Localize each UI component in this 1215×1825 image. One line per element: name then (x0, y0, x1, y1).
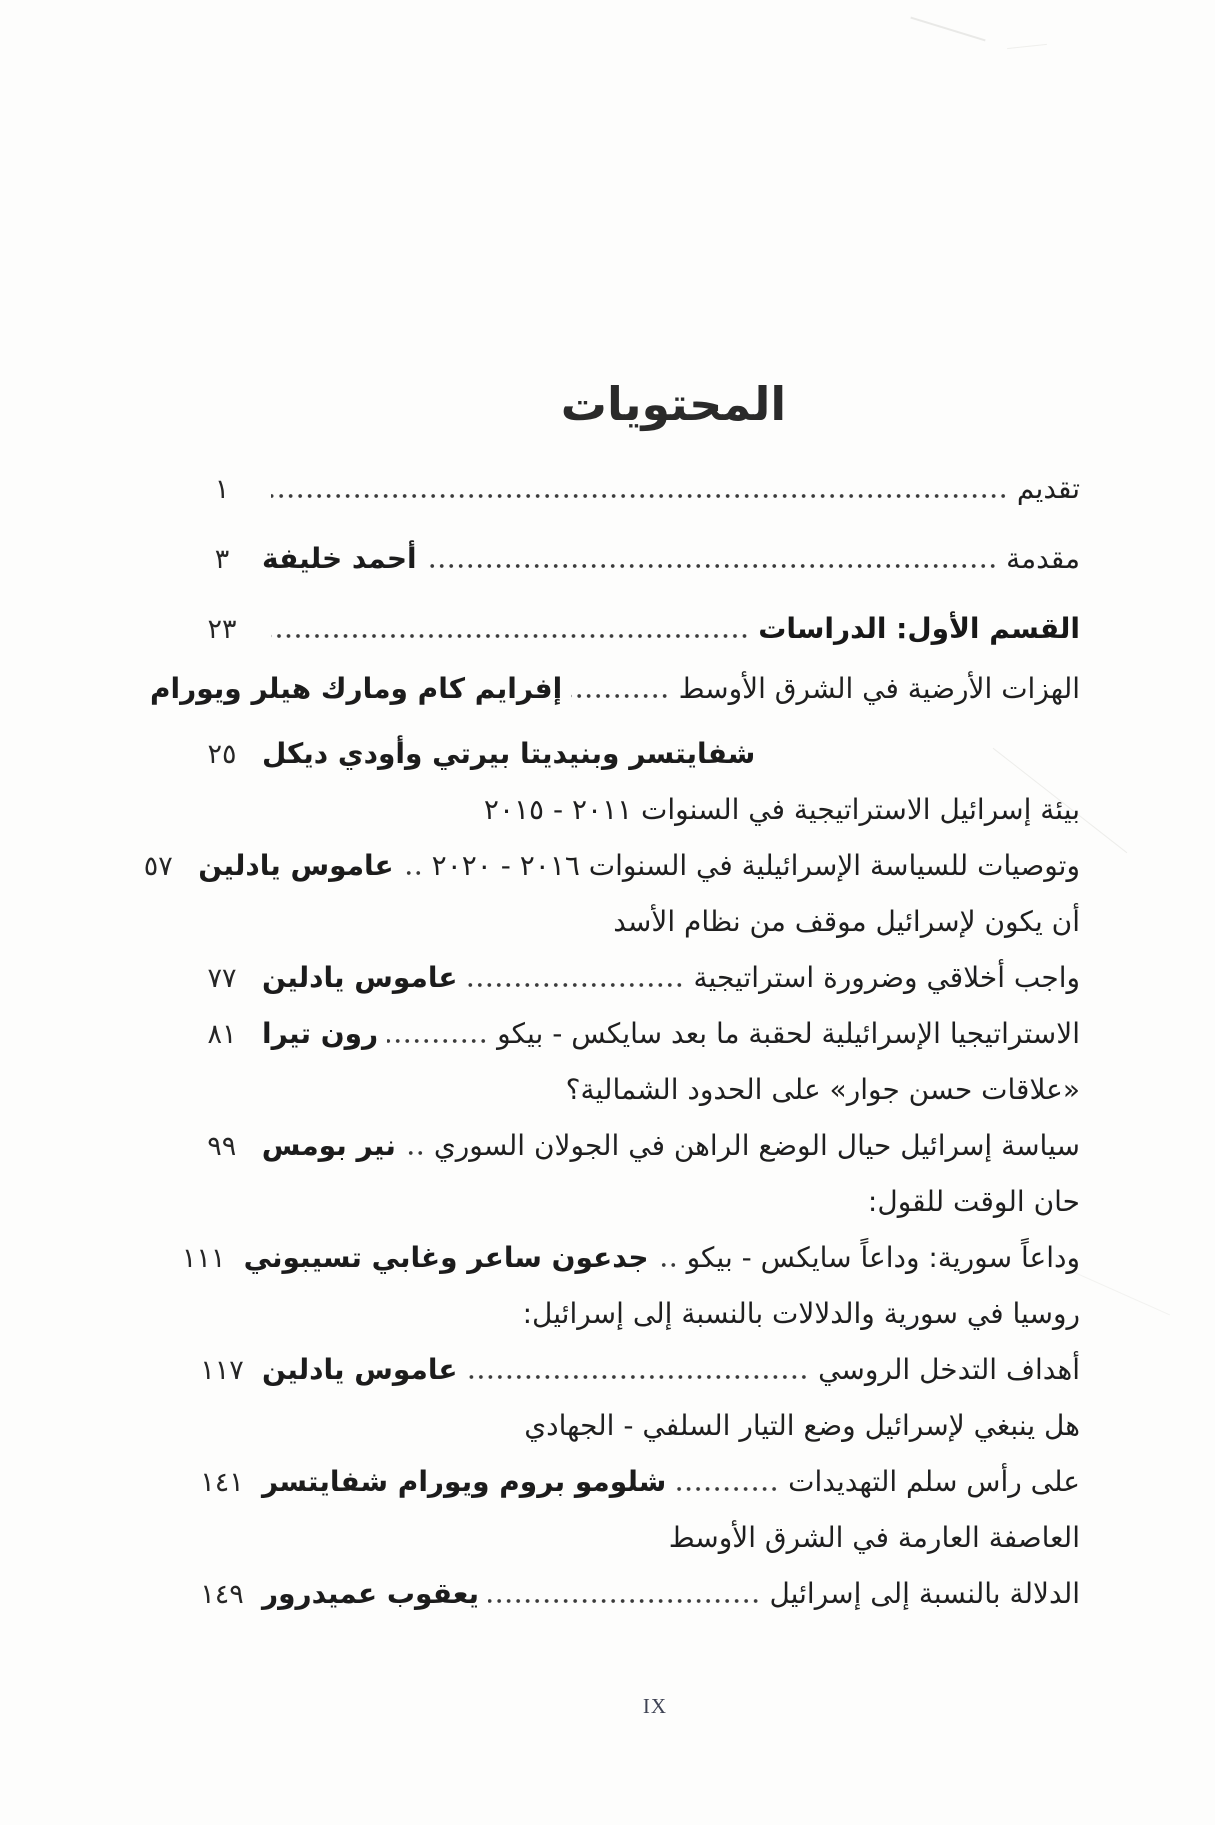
page-number: ١١٧ (200, 1355, 244, 1386)
dot-leader (387, 1036, 488, 1048)
scan-crease (1007, 44, 1047, 49)
entry-author: عاموس يادلين (262, 961, 458, 994)
dot-leader (271, 631, 749, 643)
entry-author: رون تيرا (262, 1017, 379, 1050)
dot-leader (426, 561, 997, 573)
page-number: ٣ (214, 544, 230, 575)
toc-row (150, 1353, 1080, 1386)
toc-row (150, 1577, 1080, 1610)
entry-title: حان الوقت للقول: (867, 1185, 1080, 1218)
toc-row (150, 793, 1080, 826)
entry-title: الهزات الأرضية في الشرق الأوسط (678, 672, 1080, 705)
toc-row (150, 737, 1080, 770)
toc-row (150, 1297, 1080, 1330)
dot-leader (271, 491, 1008, 503)
page-number: ١٤٩ (200, 1579, 244, 1610)
entry-title: الدلالة بالنسبة إلى إسرائيل (769, 1577, 1080, 1610)
entry-title: روسيا في سورية والدلالات بالنسبة إلى إسرائيل: (522, 1297, 1080, 1330)
toc-list (143, 472, 1080, 1636)
dot-leader (488, 1596, 760, 1608)
folio-page-number: IX (642, 1694, 668, 1718)
entry-title: على رأس سلم التهديدات (788, 1465, 1080, 1498)
entry-author: عاموس يادلين (262, 1353, 458, 1386)
toc-row (150, 1185, 1080, 1218)
dot-leader (403, 868, 423, 880)
scan-crease (910, 17, 985, 42)
toc-row (150, 1241, 1080, 1274)
toc-row (150, 672, 1080, 705)
entry-author: جدعون ساعر وغابي تسيبوني (243, 1241, 649, 1274)
entry-title: أن يكون لإسرائيل موقف من نظام الأسد (613, 905, 1080, 938)
toc-row (150, 472, 1080, 505)
entry-title: وداعاً سورية: وداعاً سايكس - بيكو (686, 1241, 1080, 1274)
page-number: ١١١ (181, 1243, 226, 1274)
toc-row (143, 849, 1080, 882)
page-number: ٥٧ (143, 851, 173, 882)
entry-title: الاستراتيجيا الإسرائيلية لحقبة ما بعد سايكس - بيكو (497, 1017, 1080, 1050)
entry-title: هل ينبغي لإسرائيل وضع التيار السلفي - الجهادي (524, 1409, 1080, 1442)
entry-author: شلومو بروم ويورام شفايتسر (262, 1465, 667, 1498)
toc-row (150, 1017, 1080, 1050)
toc-row (150, 1409, 1080, 1442)
entry-title: بيئة إسرائيل الاستراتيجية في السنوات ٢٠١١ - ٢٠١٥ (483, 793, 1080, 826)
page-number: ٢٣ (207, 614, 237, 645)
dot-leader (405, 1148, 425, 1160)
entry-title: وتوصيات للسياسة الإسرائيلية في السنوات ٢٠١٦ - ٢٠٢٠ (431, 849, 1080, 882)
entry-title: واجب أخلاقي وضرورة استراتيجية (693, 961, 1080, 994)
page-number: ١ (214, 474, 230, 505)
dot-leader (658, 1260, 678, 1272)
entry-author: يعقوب عميدرور (262, 1577, 480, 1610)
entry-author: عاموس يادلين (198, 849, 394, 882)
dot-leader (466, 1372, 809, 1384)
toc-section-row (150, 612, 1080, 645)
entry-author: إفرايم كام ومارك هيلر ويورام (150, 672, 563, 705)
entry-title: القسم الأول: الدراسات (758, 612, 1080, 645)
page-number: ٧٧ (207, 963, 237, 994)
dot-leader (675, 1484, 779, 1496)
page-number: ١٤١ (200, 1467, 244, 1498)
entry-title: مقدمة (1006, 542, 1080, 575)
toc-row (150, 1521, 1080, 1554)
page-number: ٢٥ (207, 739, 237, 770)
entry-title: تقديم (1016, 472, 1080, 505)
toc-row (150, 905, 1080, 938)
entry-author: نير بومس (261, 1129, 396, 1162)
toc-row (150, 1465, 1080, 1498)
page-number: ٩٩ (207, 1131, 237, 1162)
dot-leader (466, 980, 684, 992)
contents-title: المحتويات (560, 376, 787, 431)
dot-leader (571, 691, 669, 703)
entry-title: «علاقات حسن جوار» على الحدود الشمالية؟ (565, 1073, 1080, 1106)
toc-row (150, 961, 1080, 994)
toc-row (150, 1073, 1080, 1106)
entry-title: سياسة إسرائيل حيال الوضع الراهن في الجولان السوري (433, 1129, 1080, 1162)
toc-row (150, 542, 1080, 575)
entry-title: العاصفة العارمة في الشرق الأوسط (668, 1521, 1080, 1554)
entry-title: أهداف التدخل الروسي (818, 1353, 1080, 1386)
entry-author: أحمد خليفة (262, 542, 417, 575)
toc-row (150, 1129, 1080, 1162)
entry-author: شفايتسر وبنيديتا بيرتي وأودي ديكل (262, 737, 756, 770)
page-number: ٨١ (207, 1019, 237, 1050)
